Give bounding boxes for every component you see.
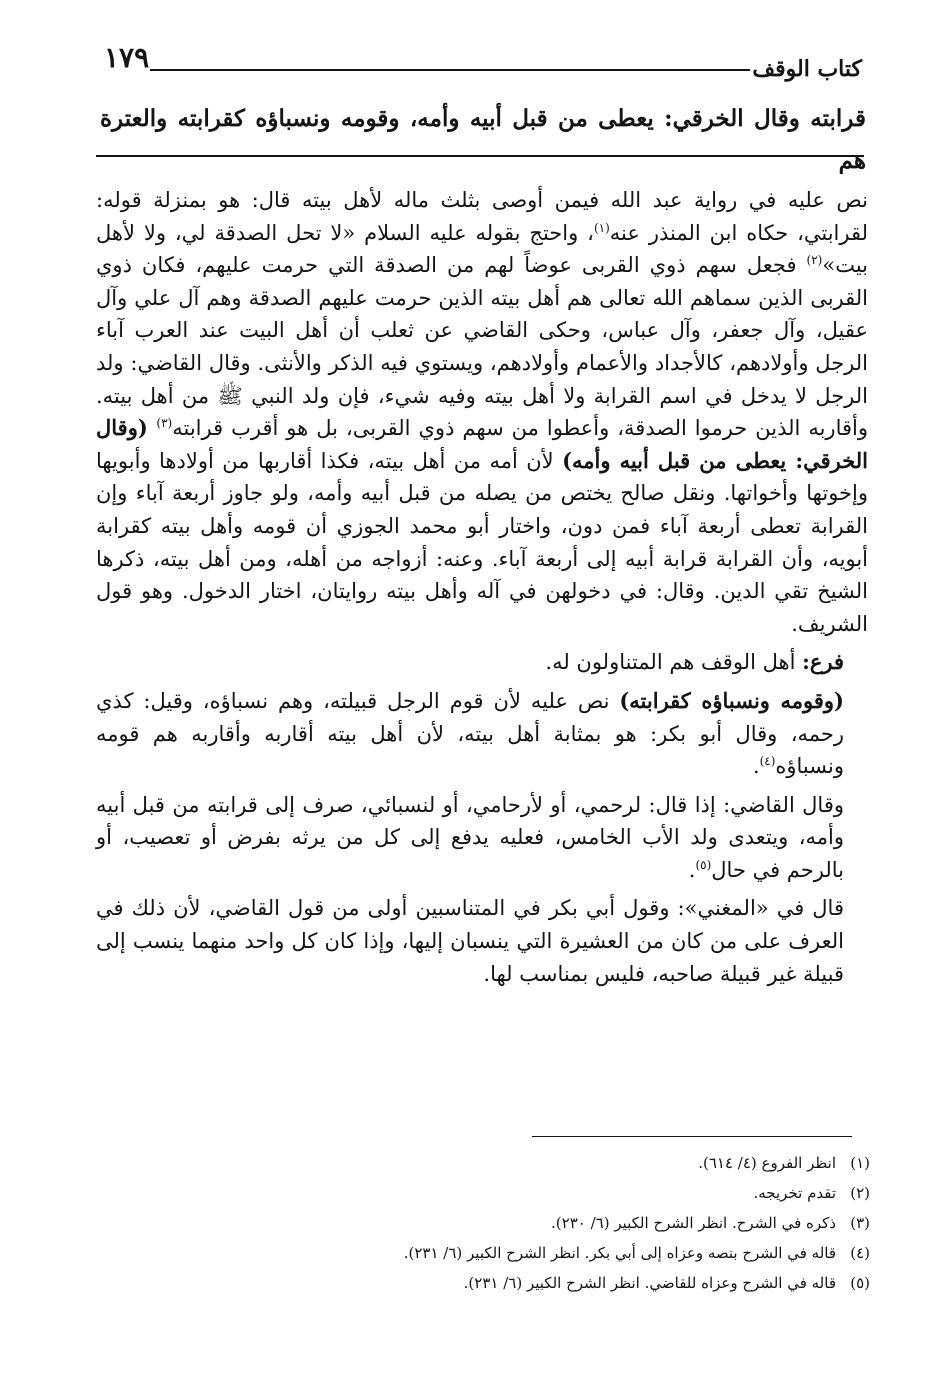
footnote-text: قاله في الشرح وعزاه للقاضي. انظر الشرح الكبير (٦/ ٢٣١). — [463, 1274, 836, 1292]
running-header-title: كتاب الوقف — [752, 56, 862, 82]
footnote-text: قاله في الشرح بنصه وعزاه إلى أبي بكر. انظر الشرح الكبير (٦/ ٢٣١). — [403, 1244, 836, 1262]
footnote-number: (٣) — [850, 1214, 870, 1232]
matn-text: قرابته وقال الخرقي: يعطى من قبل أبيه وأمه، وقومه ونسباؤه كقرابته والعترة هم — [100, 105, 866, 174]
text-run: فجعل سهم ذوي القربى عوضاً لهم من الصدقة التي حرمت عليهم، فكان ذوي القربى الذين سماهم الله تعالى هم أهل بيته الذين حرمت عليهم الصدقة وهم آل علي وآل عقيل، وآل جعفر، وآل عباس، وحكى القاضي عن ثعلب أن أهل البيت عند العرب آباء الرجل وأولادهم، كالأجداد والأعمام وأولادهم، ويستوي فيه الذكر والأنثى. وقال القاضي: ولد الرجل لا يدخل في اسم القرابة ولا أهل بيته وفيه شيء، فإن ولد النبي ﷺ من أهل بيته. وأقاربه الذين حرموا الصدقة، وأعطوا من سهم ذوي القربى، بل هو أقرب قرابته — [96, 253, 868, 441]
footnote-ref-1[interactable]: (١) — [593, 220, 610, 235]
text-run: قال في «المغني»: وقول أبي بكر في المتناسبين أولى من قول القاضي، لأن ذلك في العرف على من كان من العشيرة التي ينسبان إليها، وإذا كان كل واحد منهما ينسب إلى قبيلة غير قبيلة صاحبه، فليس بمناسب لها. — [96, 896, 844, 986]
footnote-ref-2[interactable]: (٢) — [806, 253, 823, 268]
paragraph-4 — [96, 789, 868, 887]
matn-quote: (وقومه ونسباؤه كقرابته) — [619, 687, 844, 713]
footnote-number: (١) — [850, 1154, 870, 1172]
footnote-1 — [280, 1148, 870, 1178]
footnote-number: (٤) — [850, 1244, 870, 1262]
footnote-ref-4[interactable]: (٤) — [759, 754, 776, 769]
text-run: ، واحتج بقوله عليه السلام «لا تحل الصدقة لي، ولا لأهل بيت» — [96, 220, 868, 278]
paragraph-5 — [96, 892, 868, 990]
text-run: أهل الوقف هم المتناولون له. — [545, 650, 803, 675]
footnote-5 — [280, 1268, 870, 1298]
matn-divider — [96, 155, 864, 157]
matn-quote: (وقال الخرقي: يعطى من قبل أبيه وأمه) — [96, 415, 869, 473]
footnotes — [280, 1148, 870, 1298]
footnote-4 — [280, 1238, 870, 1268]
text-run: . — [688, 857, 696, 882]
footnote-number: (٢) — [850, 1184, 870, 1202]
commentary-body — [96, 184, 868, 990]
footnote-number: (٥) — [850, 1274, 870, 1292]
footnote-divider — [532, 1136, 852, 1137]
footnote-ref-5[interactable]: (٥) — [695, 857, 712, 872]
page-number: ١٧٩ — [104, 41, 150, 74]
footnote-ref-3[interactable]: (٣) — [156, 416, 173, 431]
footnote-3 — [280, 1208, 870, 1238]
paragraph-1 — [96, 184, 868, 640]
paragraph-2 — [96, 646, 868, 679]
paragraph-3 — [96, 685, 868, 783]
header-rule — [150, 69, 750, 71]
footnote-2 — [280, 1178, 870, 1208]
branch-label: فرع: — [802, 649, 844, 675]
text-run: نص عليه لأن قوم الرجل قبيلته، وهم نسباؤه، وقيل: كذي رحمه، وقال أبو بكر: هو بمثابة أهل بيته، لأن أهل بيته أقاربه وأقاربه هم قومه ونسباؤه — [96, 688, 844, 779]
footnote-text: ذكره في الشرح. انظر الشرح الكبير (٦/ ٢٣٠). — [551, 1214, 836, 1232]
text-run: . — [752, 754, 760, 779]
text-run: نص عليه في رواية عبد الله فيمن أوصى بثلث ماله لأهل بيته قال: هو بمنزلة قوله: لقرابتي، حكاه ابن المنذر عنه — [96, 188, 868, 245]
text-run: لأن أمه من أهل بيته، فكذا أقاربها من أولادها وأبويها وإخوتها وأخواتها. ونقل صالح يختص من يصله من قبل أبيه وأمه، ولو جاوز أربعة آباء وإن القرابة تعطى أربعة آباء فمن دون، واختار أبو محمد الجوزي أن قومه وأهل بيته كقرابة أبويه، وأن القرابة قرابة أبيه إلى أربعة آباء. وعنه: أزواجه من أهله، ومن أهل بيته، ذكرها الشيخ تقي الدين. وقال: في دخولهن في آله وأهل بيته روايتان، اختار الدخول. وهو قول الشريف. — [96, 448, 868, 636]
footnote-text: انظر الفروع (٤/ ٦١٤). — [698, 1154, 836, 1172]
text-run: وقال القاضي: إذا قال: لرحمي، أو لأرحامي، أو لنسبائي، صرف إلى قرابته من قبل أبيه وأمه، ويتعدى ولد الأب الخامس، فعليه يدفع إلى كل من يرثه بفرض أو تعصيب، أو بالرحم في حال — [96, 792, 844, 882]
footnote-text: تقدم تخريجه. — [753, 1184, 836, 1202]
